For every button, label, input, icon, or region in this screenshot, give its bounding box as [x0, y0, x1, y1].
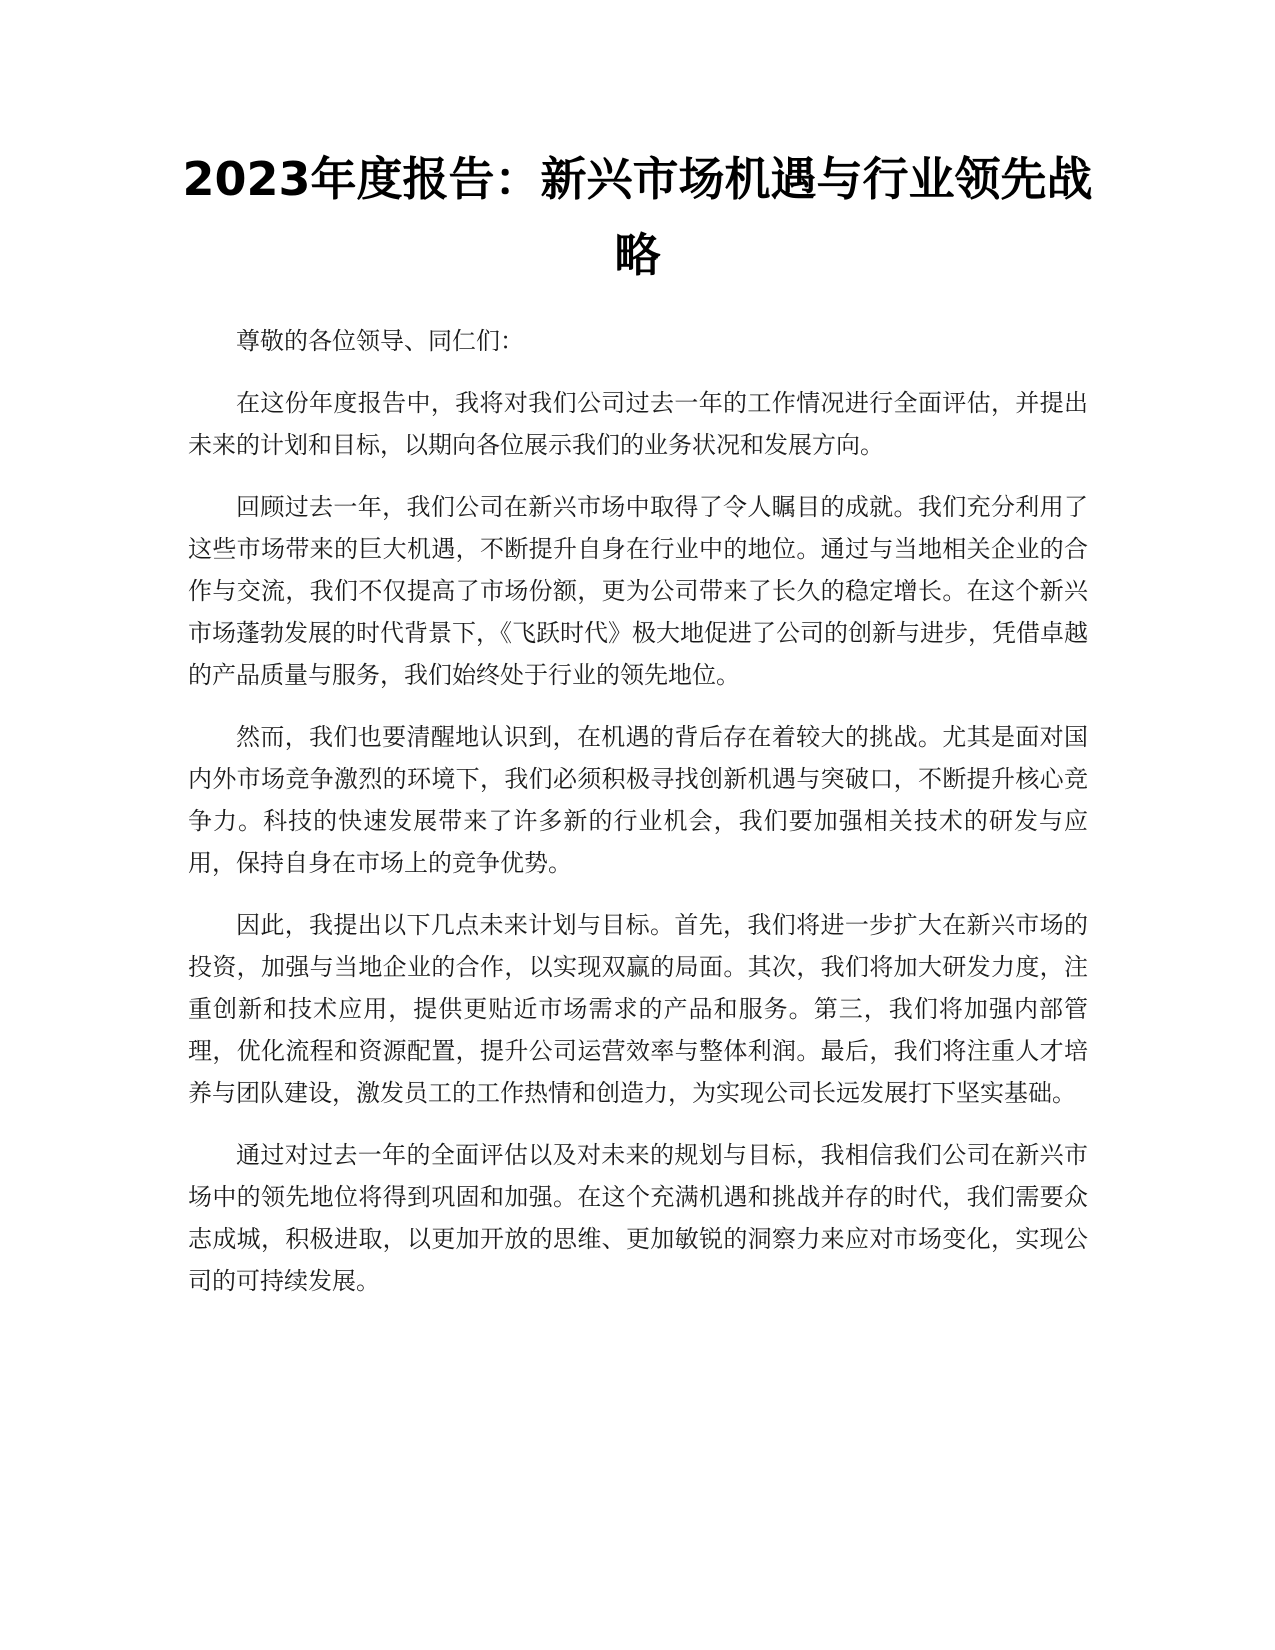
document-title: 2023年度报告：新兴市场机遇与行业领先战略: [182, 152, 1093, 282]
plans-paragraph: 因此，我提出以下几点未来计划与目标。首先，我们将进一步扩大在新兴市场的投资，加强与当地企业的合作，以实现双赢的局面。其次，我们将加大研发力度，注重创新和技术应用，提供更贴近市场需求的产品和服务。第三，我们将加强内部管理，优化流程和资源配置，提升公司运营效率与整体利润。最后，我们将注重人才培养与团队建设，激发员工的工作热情和创造力，为实现公司长远发展打下坚实基础。: [188, 911, 1088, 1107]
review-paragraph: 回顾过去一年，我们公司在新兴市场中取得了令人瞩目的成就。我们充分利用了这些市场带来的巨大机遇，不断提升自身在行业中的地位。通过与当地相关企业的合作与交流，我们不仅提高了市场份额，更为公司带来了长久的稳定增长。在这个新兴市场蓬勃发展的时代背景下，《飞跃时代》极大地促进了公司的创新与进步，凭借卓越的产品质量与服务，我们始终处于行业的领先地位。: [188, 493, 1088, 689]
document-body: [188, 320, 1088, 1322]
salutation-paragraph: 尊敬的各位领导、同仁们：: [236, 327, 524, 355]
intro-paragraph: 在这份年度报告中，我将对我们公司过去一年的工作情况进行全面评估，并提出未来的计划和目标，以期向各位展示我们的业务状况和发展方向。: [188, 389, 1088, 459]
challenges-paragraph: 然而，我们也要清醒地认识到，在机遇的背后存在着较大的挑战。尤其是面对国内外市场竞争激烈的环境下，我们必须积极寻找创新机遇与突破口，不断提升核心竞争力。科技的快速发展带来了许多新的行业机会，我们要加强相关技术的研发与应用，保持自身在市场上的竞争优势。: [188, 723, 1088, 877]
conclusion-paragraph: 通过对过去一年的全面评估以及对未来的规划与目标，我相信我们公司在新兴市场中的领先地位将得到巩固和加强。在这个充满机遇和挑战并存的时代，我们需要众志成城，积极进取，以更加开放的思维、更加敏锐的洞察力来应对市场变化，实现公司的可持续发展。: [188, 1141, 1088, 1295]
